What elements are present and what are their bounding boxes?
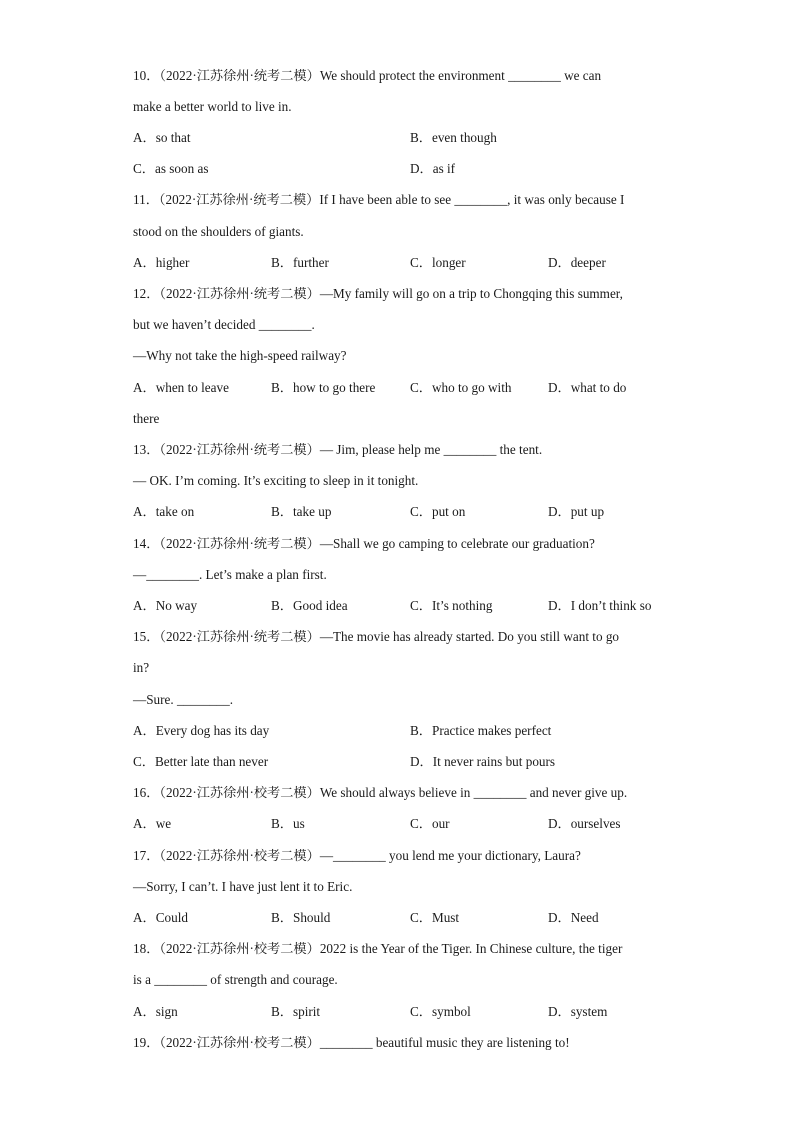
- question-11-options: [133, 253, 673, 273]
- option-d[interactable]: D．It never rains but pours: [410, 754, 556, 769]
- option-c[interactable]: C．as soon as: [133, 161, 209, 176]
- question-10-stem: make a better world to live in.: [133, 99, 292, 114]
- question-14-reply: —________. Let’s make a plan first.: [133, 567, 327, 582]
- question-15-options-row2: [133, 752, 673, 772]
- option-c[interactable]: C．longer: [410, 255, 466, 270]
- question-15-reply: —Sure. ________.: [133, 692, 234, 707]
- option-c[interactable]: C．Better late than never: [133, 754, 269, 769]
- question-17-options: [133, 908, 673, 928]
- option-c[interactable]: C．It’s nothing: [410, 598, 493, 613]
- question-12-options: [133, 378, 673, 398]
- question-12-option-d-continuation: there: [133, 411, 160, 426]
- question-11-heading: 11．（2022·江苏徐州·统考二模）If I have been able to see ________, it was only because I: [133, 192, 625, 207]
- option-d[interactable]: D．deeper: [548, 255, 606, 270]
- question-18-stem: is a ________ of strength and courage.: [133, 972, 338, 987]
- option-a[interactable]: A．Every dog has its day: [133, 723, 270, 738]
- option-b[interactable]: B．how to go there: [271, 380, 376, 395]
- question-12-stem: but we haven’t decided ________.: [133, 317, 315, 332]
- option-a[interactable]: A．higher: [133, 255, 190, 270]
- option-d[interactable]: D．system: [548, 1004, 608, 1019]
- option-a[interactable]: A．No way: [133, 598, 198, 613]
- option-a[interactable]: A．so that: [133, 130, 191, 145]
- question-14-heading: 14．（2022·江苏徐州·统考二模）—Shall we go camping to celebrate our graduation?: [133, 536, 595, 551]
- option-b[interactable]: B．further: [271, 255, 329, 270]
- question-11-stem: stood on the shoulders of giants.: [133, 224, 304, 239]
- question-13-heading: 13．（2022·江苏徐州·统考二模）— Jim, please help me ________ the tent.: [133, 442, 543, 457]
- option-c[interactable]: C．put on: [410, 504, 466, 519]
- question-10-heading: 10．（2022·江苏徐州·统考二模）We should protect the environment ________ we can: [133, 68, 602, 83]
- question-10-options-row2: [133, 159, 673, 179]
- question-10-options-row1: [133, 128, 673, 148]
- question-12-heading: 12．（2022·江苏徐州·统考二模）—My family will go on a trip to Chongqing this summer,: [133, 286, 623, 301]
- option-d[interactable]: D．put up: [548, 504, 605, 519]
- option-b[interactable]: B．take up: [271, 504, 332, 519]
- question-15-options-row1: [133, 721, 673, 741]
- question-13-reply: — OK. I’m coming. It’s exciting to sleep in it tonight.: [133, 473, 419, 488]
- option-c[interactable]: C．Must: [410, 910, 460, 925]
- question-13-options: [133, 502, 673, 522]
- option-c[interactable]: C．who to go with: [410, 380, 512, 395]
- option-b[interactable]: B．even though: [410, 130, 497, 145]
- option-b[interactable]: B．Practice makes perfect: [410, 723, 552, 738]
- question-18-options: [133, 1002, 673, 1022]
- option-a[interactable]: A．take on: [133, 504, 195, 519]
- question-19-heading: 19．（2022·江苏徐州·校考二模）________ beautiful music they are listening to!: [133, 1035, 570, 1050]
- option-c[interactable]: C．our: [410, 816, 450, 831]
- option-a[interactable]: A．when to leave: [133, 380, 229, 395]
- option-c[interactable]: C．symbol: [410, 1004, 471, 1019]
- question-14-options: [133, 596, 673, 616]
- option-b[interactable]: B．spirit: [271, 1004, 321, 1019]
- option-b[interactable]: B．us: [271, 816, 305, 831]
- option-d[interactable]: D．I don’t think so: [548, 598, 652, 613]
- question-12-reply: —Why not take the high-speed railway?: [133, 348, 347, 363]
- question-15-stem: in?: [133, 660, 150, 675]
- option-d[interactable]: D．what to do: [548, 380, 627, 395]
- option-d[interactable]: D．as if: [410, 161, 456, 176]
- question-17-reply: —Sorry, I can’t. I have just lent it to Eric.: [133, 879, 353, 894]
- question-17-heading: 17．（2022·江苏徐州·校考二模）—________ you lend me your dictionary, Laura?: [133, 848, 581, 863]
- option-a[interactable]: A．we: [133, 816, 172, 831]
- question-18-heading: 18．（2022·江苏徐州·校考二模）2022 is the Year of the Tiger. In Chinese culture, the tiger: [133, 941, 623, 956]
- question-16-options: [133, 814, 673, 834]
- option-b[interactable]: B．Should: [271, 910, 331, 925]
- question-15-heading: 15．（2022·江苏徐州·统考二模）—The movie has already started. Do you still want to go: [133, 629, 620, 644]
- option-a[interactable]: A．Could: [133, 910, 188, 925]
- option-d[interactable]: D．Need: [548, 910, 599, 925]
- question-16-heading: 16．（2022·江苏徐州·校考二模）We should always believe in ________ and never give up.: [133, 785, 628, 800]
- option-a[interactable]: A．sign: [133, 1004, 178, 1019]
- option-d[interactable]: D．ourselves: [548, 816, 621, 831]
- option-b[interactable]: B．Good idea: [271, 598, 348, 613]
